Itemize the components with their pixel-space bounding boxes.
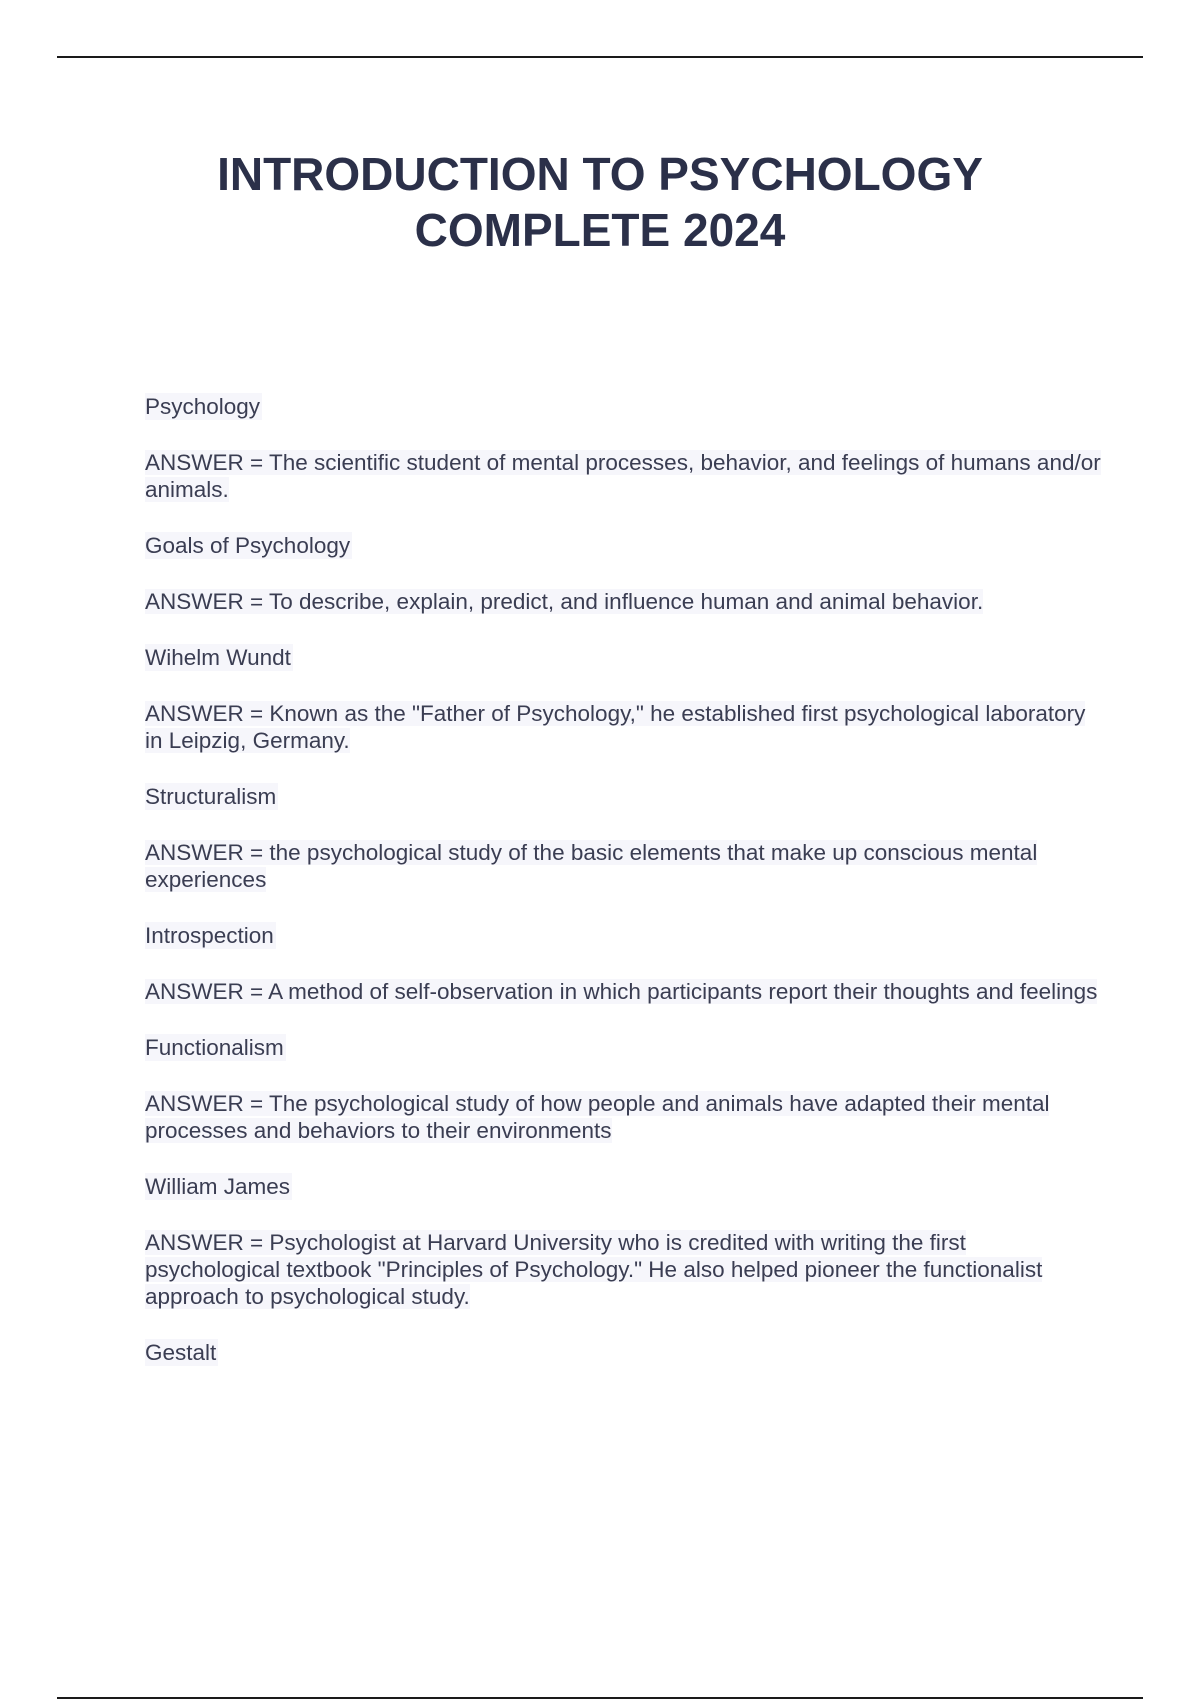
term-label: Introspection [145, 923, 274, 948]
qa-item [145, 644, 1105, 754]
qa-item [145, 1173, 1105, 1310]
qa-item [145, 922, 1105, 1005]
answer-text: ANSWER = To describe, explain, predict, and influence human and animal behavior. [145, 589, 984, 614]
answer-text: ANSWER = Known as the "Father of Psychology," he established first psychological laboratory in Leipzig, Germany. [145, 701, 1086, 753]
answer-text: ANSWER = A method of self-observation in which participants report their thoughts and feelings [145, 979, 1098, 1004]
answer-text: ANSWER = the psychological study of the basic elements that make up conscious mental experiences [145, 840, 1038, 892]
answer-text: ANSWER = The psychological study of how people and animals have adapted their mental processes and behaviors to their environments [145, 1091, 1050, 1143]
document-title [0, 146, 1200, 258]
term-label: Functionalism [145, 1035, 284, 1060]
qa-item [145, 393, 1105, 503]
term-label: Goals of Psychology [145, 533, 351, 558]
footer-rule [57, 1697, 1143, 1699]
qa-item [145, 1339, 1105, 1395]
title-line-2: COMPLETE 2024 [414, 204, 786, 256]
qa-item [145, 532, 1105, 615]
term-label: William James [145, 1174, 291, 1199]
answer-text: ANSWER = The scientific student of mental processes, behavior, and feelings of humans and/or animals. [145, 450, 1101, 502]
term-label: Wihelm Wundt [145, 645, 291, 670]
term-label: Psychology [145, 394, 261, 419]
qa-item [145, 1034, 1105, 1144]
header-rule [57, 56, 1143, 58]
title-line-1: INTRODUCTION TO PSYCHOLOGY [217, 148, 983, 200]
qa-item [145, 783, 1105, 893]
term-label: Gestalt [145, 1340, 217, 1365]
answer-text: ANSWER = Psychologist at Harvard University who is credited with writing the first psychological textbook "Principles of Psychology." He also helped pioneer the functionalist approach to psychological study. [145, 1230, 1043, 1309]
term-label: Structuralism [145, 784, 277, 809]
qa-list [145, 393, 1105, 1395]
